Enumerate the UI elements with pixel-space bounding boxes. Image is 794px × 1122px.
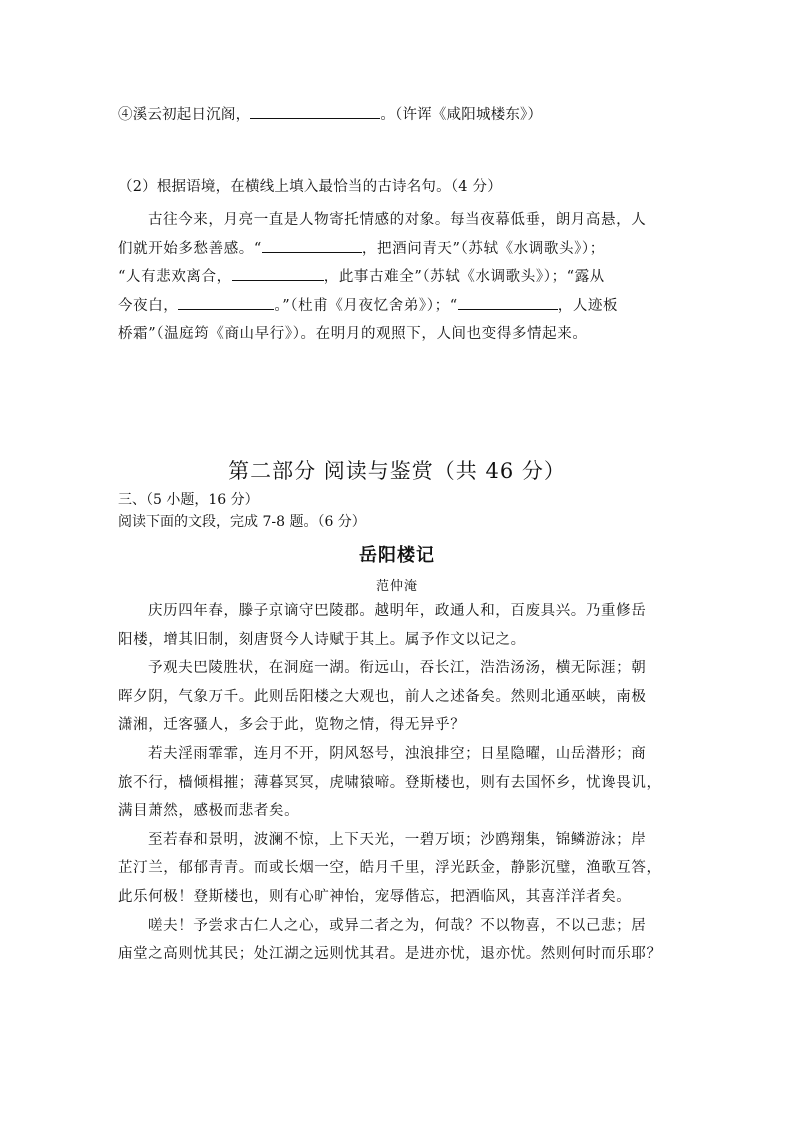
section-heading: 三、（5 小题，16 分） [118,492,259,508]
essay-line: 满目萧然，感极而悲者矣。 [118,803,300,820]
essay-line: 阳楼，增其旧制，刻唐贤今人诗赋于其上。属予作文以记之。 [118,631,526,648]
essay-line: 旅不行，樯倾楫摧；薄暮冥冥，虎啸猿啼。登斯楼也，则有去国怀乡，忧谗畏讥， [118,774,662,791]
essay-line: 予观夫巴陵胜状，在洞庭一湖。衔远山，吞长江，浩浩汤汤，横无际涯；朝 [148,660,647,677]
essay-line: 晖夕阴，气象万千。此则岳阳楼之大观也，前人之述备矣。然则北通巫峡，南极 [118,688,647,705]
answer-blank[interactable] [178,295,274,310]
q4-after-text: 。（许诨《咸阳城楼东》） [380,107,543,123]
answer-blank[interactable] [262,238,362,253]
q2-heading: （2）根据语境，在横线上填入最恰当的古诗名句。（4 分） [118,179,502,195]
q2-text: ，人迹板 [557,297,619,314]
q2-text: ，把酒问青天”（苏轼《水调歌头》）； [361,240,605,257]
q2-text: 今夜白， [118,297,179,314]
circled-number-4: ④ [118,107,133,123]
q2-text: 桥霜”（温庭筠《商山早行》）。在明月的观照下，人间也变得多情起来。 [118,326,588,343]
essay-line: 若夫淫雨霏霏，连月不开，阴风怒号，浊浪排空；日星隐曜，山岳潜形；商 [148,745,647,762]
question-4-line [118,104,542,124]
q2-text: 。”（杜甫《月夜忆舍弟》）；“ [274,297,458,314]
essay-title: 岳阳楼记 [359,545,435,566]
q2-paragraph [118,206,678,349]
q4-before-text: 溪云初起日沉阁， [132,107,251,123]
essay-line: 庆历四年春，滕子京谪守巴陵郡。越明年，政通人和，百废具兴。乃重修岳 [148,603,647,619]
essay-author: 范仲淹 [375,579,418,594]
essay-body [118,597,678,969]
q2-text: 们就开始多愁善感。“ [118,240,262,257]
essay-line: 至若春和景明，波澜不惊，上下天光，一碧万顷；沙鸥翔集，锦鳞游泳；岸 [148,831,647,848]
essay-line: 芷汀兰，郁郁青青。而或长烟一空，皓月千里，浮光跃金，静影沉璧，渔歌互答， [118,860,662,877]
answer-blank[interactable] [250,104,380,119]
essay-line: 庙堂之高则忧其民；处江湖之远则忧其君。是进亦忧，退亦忧。然则何时而乐耶？ [118,946,662,963]
essay-line: 嗟夫！予尝求古仁人之心，或异二者之为，何哉？不以物喜，不以己悲；居 [148,917,647,934]
essay-line: 潇湘，迁客骚人，多会于此，览物之情，得无异乎？ [118,717,466,734]
q2-text: 古往今来，月亮一直是人物寄托情感的对象。每当夜幕低垂，朗月高悬，人 [148,212,647,228]
q2-line-5 [118,320,678,349]
q2-text: ，此事古难全”（苏轼《水调歌头》）；“露从 [323,269,605,286]
q2-line-2 [118,235,678,264]
answer-blank[interactable] [458,295,558,310]
q2-text: “人有悲欢离合， [118,269,232,286]
answer-blank[interactable] [232,266,324,281]
q2-line-1 [118,206,678,235]
part-title: 第二部分 阅读与鉴赏（共 46 分） [228,459,566,483]
q2-line-3 [118,263,678,292]
q2-line-4 [118,292,678,321]
essay-line: 此乐何极！登斯楼也，则有心旷神怡，宠辱偕忘，把酒临风，其喜洋洋者矣。 [118,888,632,905]
instruction-text: 阅读下面的文段，完成 7-8 题。（6 分） [118,514,366,530]
